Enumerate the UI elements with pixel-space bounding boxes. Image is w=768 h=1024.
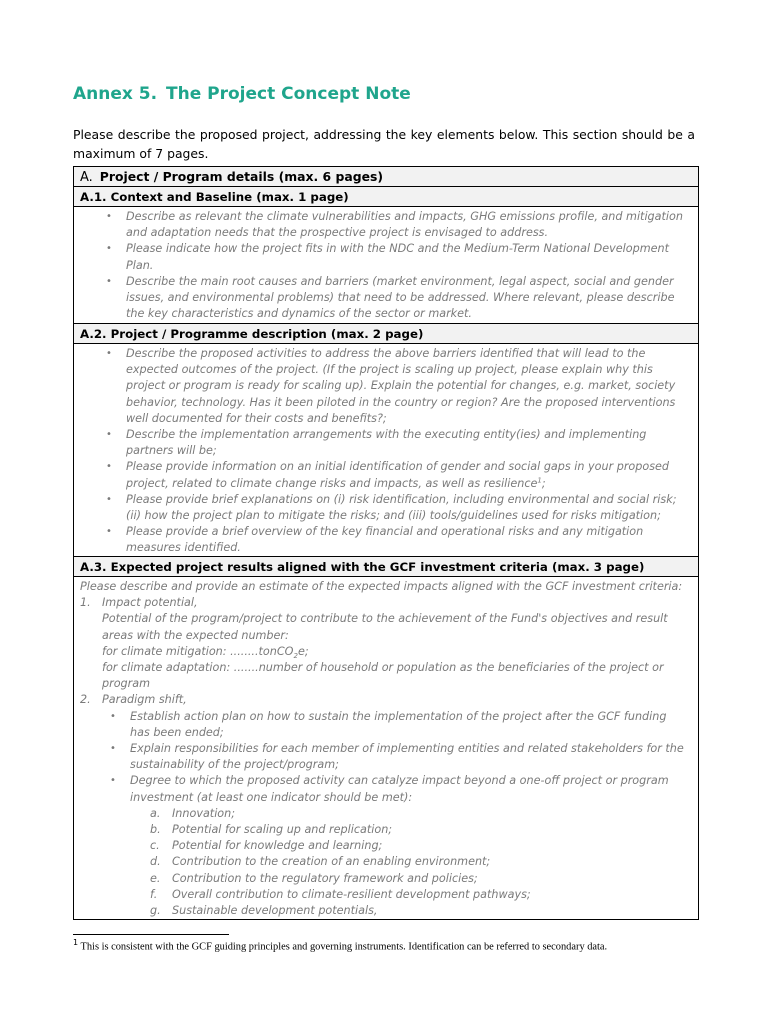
list-item: • Degree to which the proposed activity can catalyze impact beyond a one-off project or program investment (at least one indicator should be met):	[80, 773, 692, 805]
item-number: 2.	[80, 693, 91, 707]
section-a3-body	[74, 577, 698, 920]
sub-item	[80, 822, 692, 838]
footnote-reference: 1	[537, 475, 542, 484]
sub-item	[80, 838, 692, 854]
footnote-mark: 1	[73, 938, 79, 947]
sub-item-text: Sustainable development potentials,	[172, 904, 378, 918]
sub-item-letter: c.	[150, 839, 160, 853]
subscript: 2	[293, 652, 298, 661]
footnote	[73, 938, 713, 952]
section-a3-header: A.3. Expected project results aligned with the GCF investment criteria (max. 3 page)	[74, 557, 698, 577]
section-a2-header: A.2. Project / Programme description (max. 2 page)	[74, 324, 698, 344]
list-item: • Describe the proposed activities to address the above barriers identified that will lead to the expected outcomes of the project. (If the project is scaling up project, please explain why this project or program is ready for scaling up). Explain the potential for changes, e.g. market, society behavior, technology. Has it been piloted in the country or region? Are the proposed interventions well documented for their costs and benefits?;	[74, 346, 698, 427]
sub-item-text: Contribution to the creation of an enabling environment;	[172, 855, 491, 869]
footnote-separator	[73, 934, 229, 935]
sub-item	[80, 871, 692, 887]
list-item: • Describe the implementation arrangements with the executing entity(ies) and implementing partners will be;	[74, 427, 698, 459]
section-a1-body	[74, 207, 698, 324]
item-title: Impact potential,	[102, 596, 198, 610]
sub-item	[80, 887, 692, 903]
sub-item	[80, 854, 692, 870]
sub-item-letter: f.	[150, 887, 158, 901]
list-item: • Please indicate how the project fits in with the NDC and the Medium-Term National Development Plan.	[74, 241, 698, 273]
intro-paragraph: Please describe the proposed project, addressing the key elements below. This section should be a maximum of 7 pages.	[73, 127, 695, 161]
list-item	[74, 459, 698, 491]
sub-item	[80, 806, 692, 822]
section-a2-body	[74, 344, 698, 557]
impact-description: Potential of the program/project to contribute to the achievement of the Fund's objectives and result areas with the expected number:	[102, 612, 668, 642]
list-item: • Please provide brief explanations on (i) risk identification, including environmental and social risk; (ii) how the project plan to mitigate the risks; and (iii) tools/guidelines used for risks mitigation;	[74, 492, 698, 524]
section-a-title: Project / Program details (max. 6 pages)	[99, 169, 384, 184]
section-a-letter: A.	[80, 170, 93, 185]
sub-item	[80, 903, 692, 919]
adaptation-line: for climate adaptation: .......number of household or population as the beneficiaries of the project or program	[102, 661, 664, 691]
sub-item-text: Overall contribution to climate-resilient development pathways;	[172, 887, 531, 901]
annex-number: Annex 5.	[73, 84, 158, 104]
annex-title: The Project Concept Note	[166, 84, 411, 104]
sub-item-letter: a.	[150, 806, 161, 820]
list-item: • Explain responsibilities for each member of implementing entities and related stakeholders for the sustainability of the project/program;	[80, 741, 692, 773]
mitigation-text: for climate mitigation: ........tonCO	[102, 644, 294, 658]
list-item: • Please provide a brief overview of the key financial and operational risks and any mitigation measures identified.	[74, 524, 698, 556]
concept-note-table	[73, 166, 699, 920]
sub-item-text: Potential for scaling up and replication;	[172, 823, 393, 837]
item-number: 1.	[80, 596, 91, 610]
list-item: • Describe the main root causes and barriers (market environment, legal aspect, social and gender issues, and environmental problems) that need to be addressed. Where relevant, please describe the key characteristics and dynamics of the sector or market.	[74, 274, 698, 323]
section-a3-lead: Please describe and provide an estimate of the expected impacts aligned with the GCF investment criteria:	[80, 580, 683, 593]
sub-item-text: Potential for knowledge and learning;	[172, 839, 383, 853]
footnote-text: This is consistent with the GCF guiding principles and governing instruments. Identification can be referred to secondary data.	[80, 941, 608, 953]
section-a-header	[74, 167, 698, 187]
section-a1-header: A.1. Context and Baseline (max. 1 page)	[74, 187, 698, 207]
list-item: • Describe as relevant the climate vulnerabilities and impacts, GHG emissions profile, and mitigation and adaptation needs that the prospective project is envisaged to address.	[74, 209, 698, 241]
sub-item-letter: d.	[150, 855, 161, 869]
numbered-item-2	[80, 692, 692, 708]
sub-item-text: Innovation;	[172, 806, 236, 820]
numbered-item-1	[80, 595, 692, 611]
sub-item-text: Contribution to the regulatory framework and policies;	[172, 871, 478, 885]
annex-heading	[73, 84, 411, 104]
list-item-end: ;	[541, 476, 546, 490]
mitigation-line	[80, 644, 692, 660]
item-title: Paradigm shift,	[102, 693, 187, 707]
sub-item-letter: e.	[150, 871, 161, 885]
sub-item-letter: b.	[150, 823, 161, 837]
sub-item-letter: g.	[150, 904, 161, 918]
list-item-text: Please provide information on an initial identification of gender and social gaps in your proposed project, related to climate change risks and impacts, as well as resilience	[126, 460, 670, 490]
list-item: • Establish action plan on how to sustain the implementation of the project after the GCF funding has been ended;	[80, 709, 692, 741]
mitigation-unit: e;	[297, 644, 309, 658]
